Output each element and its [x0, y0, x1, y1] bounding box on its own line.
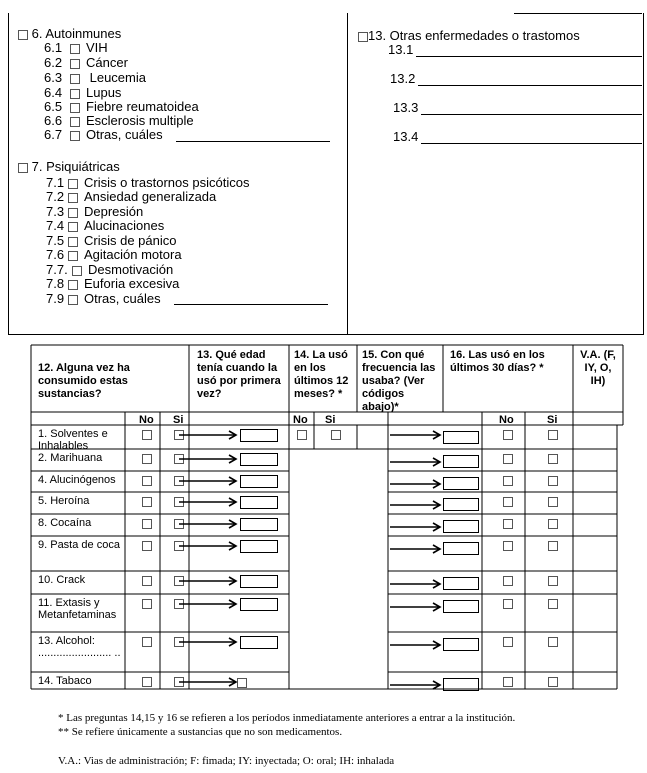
item-label: Alucinaciones	[84, 218, 165, 233]
arrow-icon	[179, 638, 236, 646]
arrow-icon	[390, 545, 440, 553]
item-number: 6.5	[44, 99, 63, 114]
item-number: 7.5	[46, 233, 65, 248]
substance-label: 13. Alcohol: ........................ ..	[38, 635, 121, 659]
arrow-icon	[179, 577, 236, 585]
item-label: Crisis de pánico	[84, 233, 177, 248]
arrow-icon	[390, 431, 440, 439]
item-label: Otras, cuáles	[84, 291, 161, 306]
arrow-icon	[179, 498, 236, 506]
item-number: 7.8	[46, 276, 65, 291]
header-si-3: Si	[547, 414, 558, 426]
section13-item-number: 13.1	[388, 42, 414, 57]
arrow-icon	[179, 542, 236, 550]
item-label: Crisis o trastornos psicóticos	[84, 175, 250, 190]
section13-item-number: 13.4	[393, 129, 419, 144]
arrow-icon	[179, 431, 236, 439]
item-number: 7.9	[46, 291, 65, 306]
header-q12: 12. Alguna vez ha consumido estas sustancias?	[38, 362, 130, 400]
section13-item-number: 13.2	[390, 71, 416, 86]
header-q13: 13. Qué edad tenía cuando la usó por primera vez?	[197, 349, 281, 400]
item-label: Agitación motora	[84, 247, 182, 262]
item-number: 7.4	[46, 218, 65, 233]
item-label: Leucemia	[86, 70, 146, 85]
arrow-icon	[179, 600, 236, 608]
substance-label: 9. Pasta de coca	[38, 539, 120, 551]
arrow-icon	[390, 480, 440, 488]
item-number: 6.4	[44, 85, 63, 100]
substance-label: 5. Heroína	[38, 495, 90, 507]
section7-title: 7. Psiquiátricas	[31, 159, 120, 174]
item-label: Otras, cuáles	[86, 127, 163, 142]
item-label: Lupus	[86, 85, 122, 100]
arrow-icon	[390, 681, 440, 689]
item-number: 7.6	[46, 247, 65, 262]
footnote-1: * Las preguntas 14,15 y 16 se refieren a los períodos inmediatamente anteriores a entrar a la institución.	[58, 712, 516, 724]
arrow-icon	[390, 580, 440, 588]
item-number: 7.2	[46, 189, 65, 204]
header-si-2: Si	[325, 414, 336, 426]
section13-item-number: 13.3	[393, 100, 419, 115]
arrow-icon	[179, 678, 236, 686]
header-no-2: No	[293, 414, 308, 426]
item-label: Euforia excesiva	[84, 276, 180, 291]
substance-label: 1. Solventes e Inhalables	[38, 428, 108, 452]
substance-label: 14. Tabaco	[38, 675, 92, 687]
section13-title: 13. Otras enfermedades o trastomos	[368, 28, 580, 43]
item-label: VIH	[86, 40, 108, 55]
header-va: V.A. (F, IY, O, IH)	[580, 349, 616, 387]
footnote-2: ** Se refiere únicamente a sustancias que no son medicamentos.	[58, 726, 343, 738]
header-no-1: No	[139, 414, 154, 426]
item-number: 6.6	[44, 113, 63, 128]
section6-title: 6. Autoinmunes	[31, 26, 122, 41]
item-label: Esclerosis multiple	[86, 113, 194, 128]
substance-label: 2. Marihuana	[38, 452, 103, 464]
arrow-icon	[179, 477, 236, 485]
substance-label: 8. Cocaína	[38, 517, 92, 529]
item-number: 7.3	[46, 204, 65, 219]
substance-label: 10. Crack	[38, 574, 86, 586]
substance-label: 11. Extasis y Metanfetaminas	[38, 597, 117, 621]
arrow-icon	[390, 603, 440, 611]
arrow-icon	[390, 501, 440, 509]
item-number: 6.3	[44, 70, 63, 85]
item-number: 7.7.	[46, 262, 68, 277]
footnote-3: V.A.: Vias de administración; F: fimada; IY: inyectada; O: oral; IH: inhalada	[58, 755, 395, 767]
arrow-icon	[390, 458, 440, 466]
substance-label: 4. Alucinógenos	[38, 474, 116, 486]
item-label: Cáncer	[86, 55, 128, 70]
arrow-icon	[179, 520, 236, 528]
item-number: 6.7	[44, 127, 63, 142]
arrow-icon	[390, 641, 440, 649]
header-q16: 16. Las usó en los últimos 30 días? *	[450, 349, 545, 374]
item-number: 7.1	[46, 175, 65, 190]
header-no-3: No	[499, 414, 514, 426]
header-q14: 14. La usó en los últimos 12 meses? *	[294, 349, 349, 400]
header-q15: 15. Con qué frecuencia las usaba? (Ver códigos abajo)*	[362, 349, 436, 413]
arrow-icon	[179, 455, 236, 463]
header-si-1: Si	[173, 414, 184, 426]
item-number: 6.1	[44, 40, 63, 55]
item-number: 6.2	[44, 55, 63, 70]
item-label: Ansiedad generalizada	[84, 189, 217, 204]
item-label: Desmotivación	[88, 262, 174, 277]
item-label: Depresión	[84, 204, 144, 219]
item-label: Fiebre reumatoidea	[86, 99, 199, 114]
arrow-icon	[390, 523, 440, 531]
